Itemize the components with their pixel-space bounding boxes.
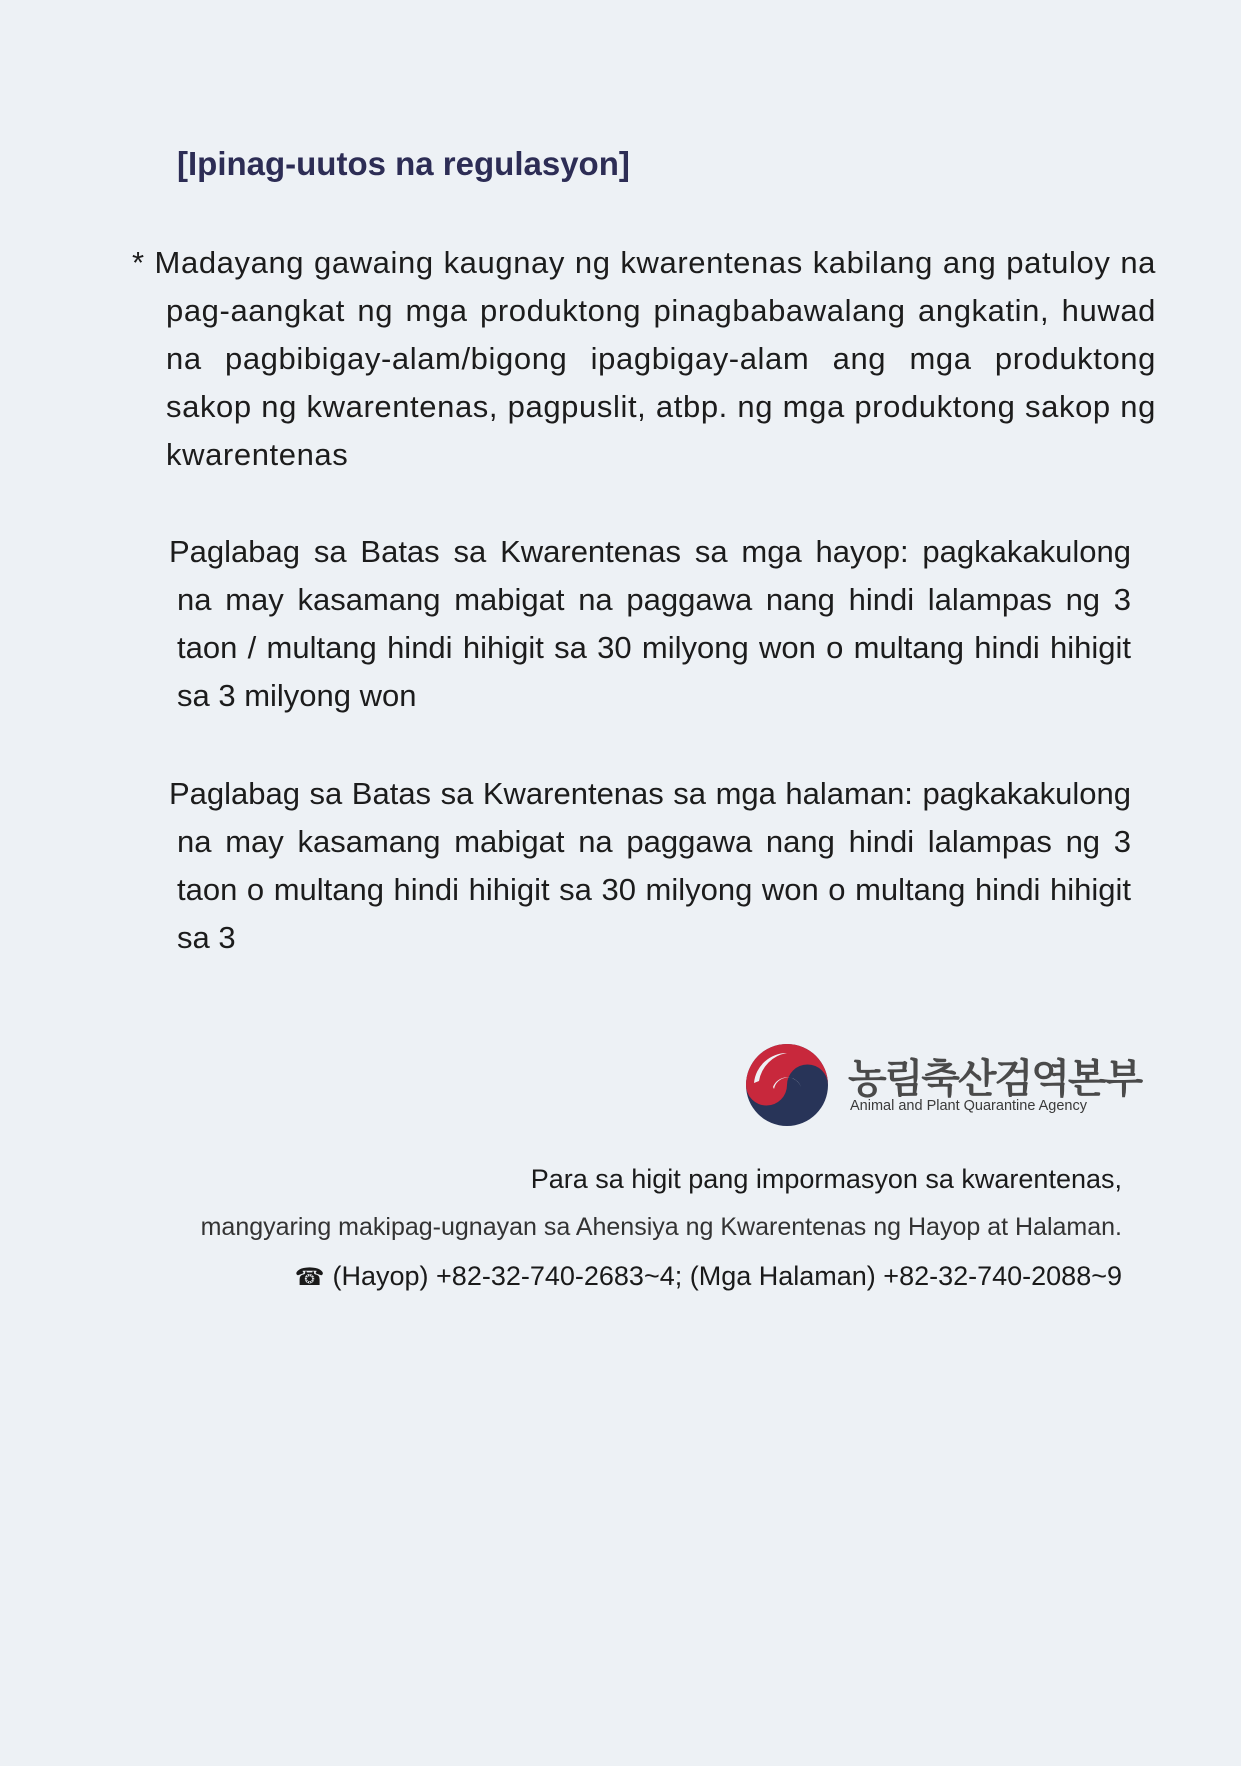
contact-line-intro: Para sa higit pang impormasyon sa kwarentenas, [530,1164,1122,1194]
phone-icon: ☎ [294,1263,325,1291]
agency-name-korean: 농림축산검역본부 [848,1056,1142,1102]
contact-line-agency: mangyaring makipag-ugnayan sa Ahensiya ng Kwarentenas ng Hayop at Halaman. [200,1213,1122,1241]
contact-line-phone [295,1261,1122,1292]
phone-numbers: (Hayop) +82-32-740-2683~4; (Mga Halaman) +82-32-740-2088~9 [332,1261,1122,1291]
animal-law-penalty-paragraph: Paglabag sa Batas sa Kwarentenas sa mga hayop: pagkakakulong na may kasamang mabigat na paggawa nang hindi lalampas ng 3 taon / multang hindi hihigit sa 30 milyong won o multang hindi hihigit sa 3 milyong won [169,534,1131,713]
page-heading: [Ipinag-uutos na regulasyon] [177,145,630,182]
taegeuk-emblem-icon [745,1043,829,1127]
fraud-paragraph: * Madayang gawaing kaugnay ng kwarentenas kabilang ang patuloy na pag-aangkat ng mga produktong pinagbabawalang angkatin, huwad na pagbibigay-alam/bigong ipagbigay-alam ang mga produktong sakop ng kwarentenas, pagpuslit, atbp. ng mga produktong sakop ng kwarentenas [132,245,1156,472]
agency-logo [745,1041,1142,1126]
agency-name-english: Animal and Plant Quarantine Agency [850,1098,1087,1114]
plant-law-penalty-paragraph: Paglabag sa Batas sa Kwarentenas sa mga halaman: pagkakakulong na may kasamang mabigat na paggawa nang hindi lalampas ng 3 taon o multang hindi hihigit sa 30 milyong won o multang hindi hihigit sa 3 [169,776,1131,955]
